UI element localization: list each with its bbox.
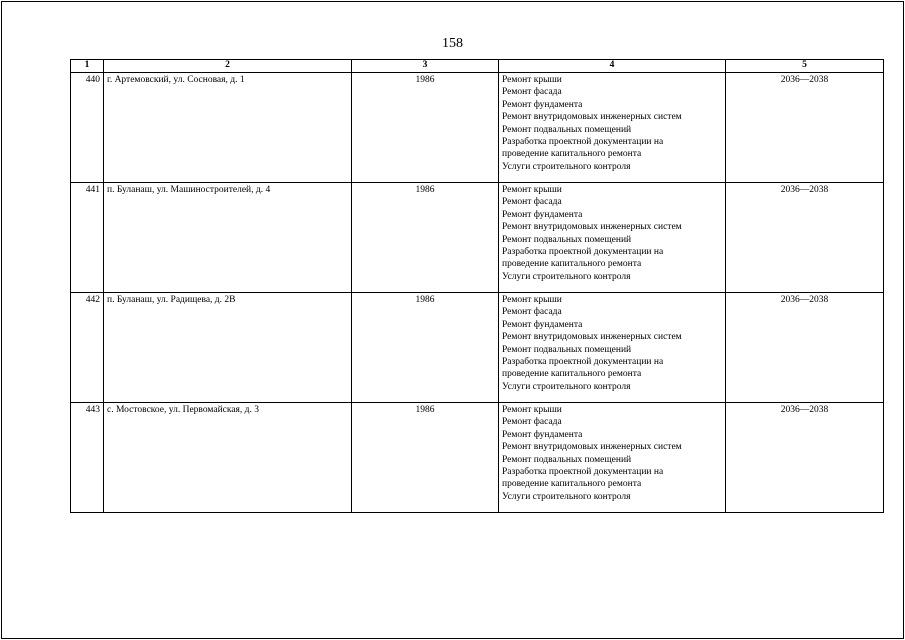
year-cell: 1986 [352,403,499,513]
period-cell: 2036—2038 [726,403,884,513]
work-item: Ремонт подвальных помещений [502,234,632,245]
year-cell: 1986 [352,73,499,183]
address-cell: п. Буланаш, ул. Радищева, д. 2В [104,293,352,403]
work-item: Ремонт подвальных помещений [502,454,632,465]
column-header-1: 1 [71,60,104,73]
address-cell: с. Мостовское, ул. Первомайская, д. 3 [104,403,352,513]
work-item: Разработка проектной документации на [502,467,664,478]
year-cell: 1986 [352,293,499,403]
work-item: Ремонт крыши [502,185,562,195]
table-body [71,73,884,513]
work-item: Ремонт фасада [502,87,562,98]
period-cell: 2036—2038 [726,293,884,403]
work-item: Ремонт подвальных помещений [502,124,632,135]
year-cell: 1986 [352,183,499,293]
table-row [71,293,884,403]
work-item: Услуги строительного контроля [502,161,631,172]
table-row [71,183,884,293]
work-item: проведение капитального ремонта [502,369,642,380]
period-cell: 2036—2038 [726,183,884,293]
repair-schedule-table [70,59,884,513]
row-number-cell: 443 [71,403,104,513]
column-header-2: 2 [104,60,352,73]
column-header-5: 5 [726,60,884,73]
work-item: Ремонт фундамента [502,319,583,330]
work-item: Ремонт фасада [502,417,562,428]
page-number: 158 [442,36,463,51]
work-item: Ремонт внутридомовых инженерных систем [502,112,682,123]
table-row [71,73,884,183]
row-number-cell: 440 [71,73,104,183]
work-item: Ремонт подвальных помещений [502,344,632,355]
work-item: Ремонт внутридомовых инженерных систем [502,222,682,233]
row-number-cell: 442 [71,293,104,403]
work-item: проведение капитального ремонта [502,479,642,490]
works-cell [499,293,726,403]
work-item: Разработка проектной документации на [502,137,664,148]
work-item: Ремонт фундамента [502,429,583,440]
works-cell [499,73,726,183]
period-cell: 2036—2038 [726,73,884,183]
work-item: Ремонт фасада [502,307,562,318]
work-item: проведение капитального ремонта [502,259,642,270]
work-item: Ремонт крыши [502,405,562,415]
column-header-4: 4 [499,60,726,73]
address-cell: п. Буланаш, ул. Машиностроителей, д. 4 [104,183,352,293]
work-item: Ремонт крыши [502,75,562,85]
header-row [71,60,884,73]
work-item: Ремонт фундамента [502,209,583,220]
work-item: проведение капитального ремонта [502,149,642,160]
works-cell [499,403,726,513]
work-item: Ремонт внутридомовых инженерных систем [502,442,682,453]
work-item: Разработка проектной документации на [502,357,664,368]
row-number-cell: 441 [71,183,104,293]
work-item: Услуги строительного контроля [502,381,631,392]
work-item: Ремонт фасада [502,197,562,208]
column-header-3: 3 [352,60,499,73]
work-item: Ремонт крыши [502,295,562,305]
work-item: Услуги строительного контроля [502,271,631,282]
address-cell: г. Артемовский, ул. Сосновая, д. 1 [104,73,352,183]
work-item: Ремонт фундамента [502,99,583,110]
work-item: Разработка проектной документации на [502,247,664,258]
works-cell [499,183,726,293]
work-item: Ремонт внутридомовых инженерных систем [502,332,682,343]
work-item: Услуги строительного контроля [502,491,631,502]
table-row [71,403,884,513]
